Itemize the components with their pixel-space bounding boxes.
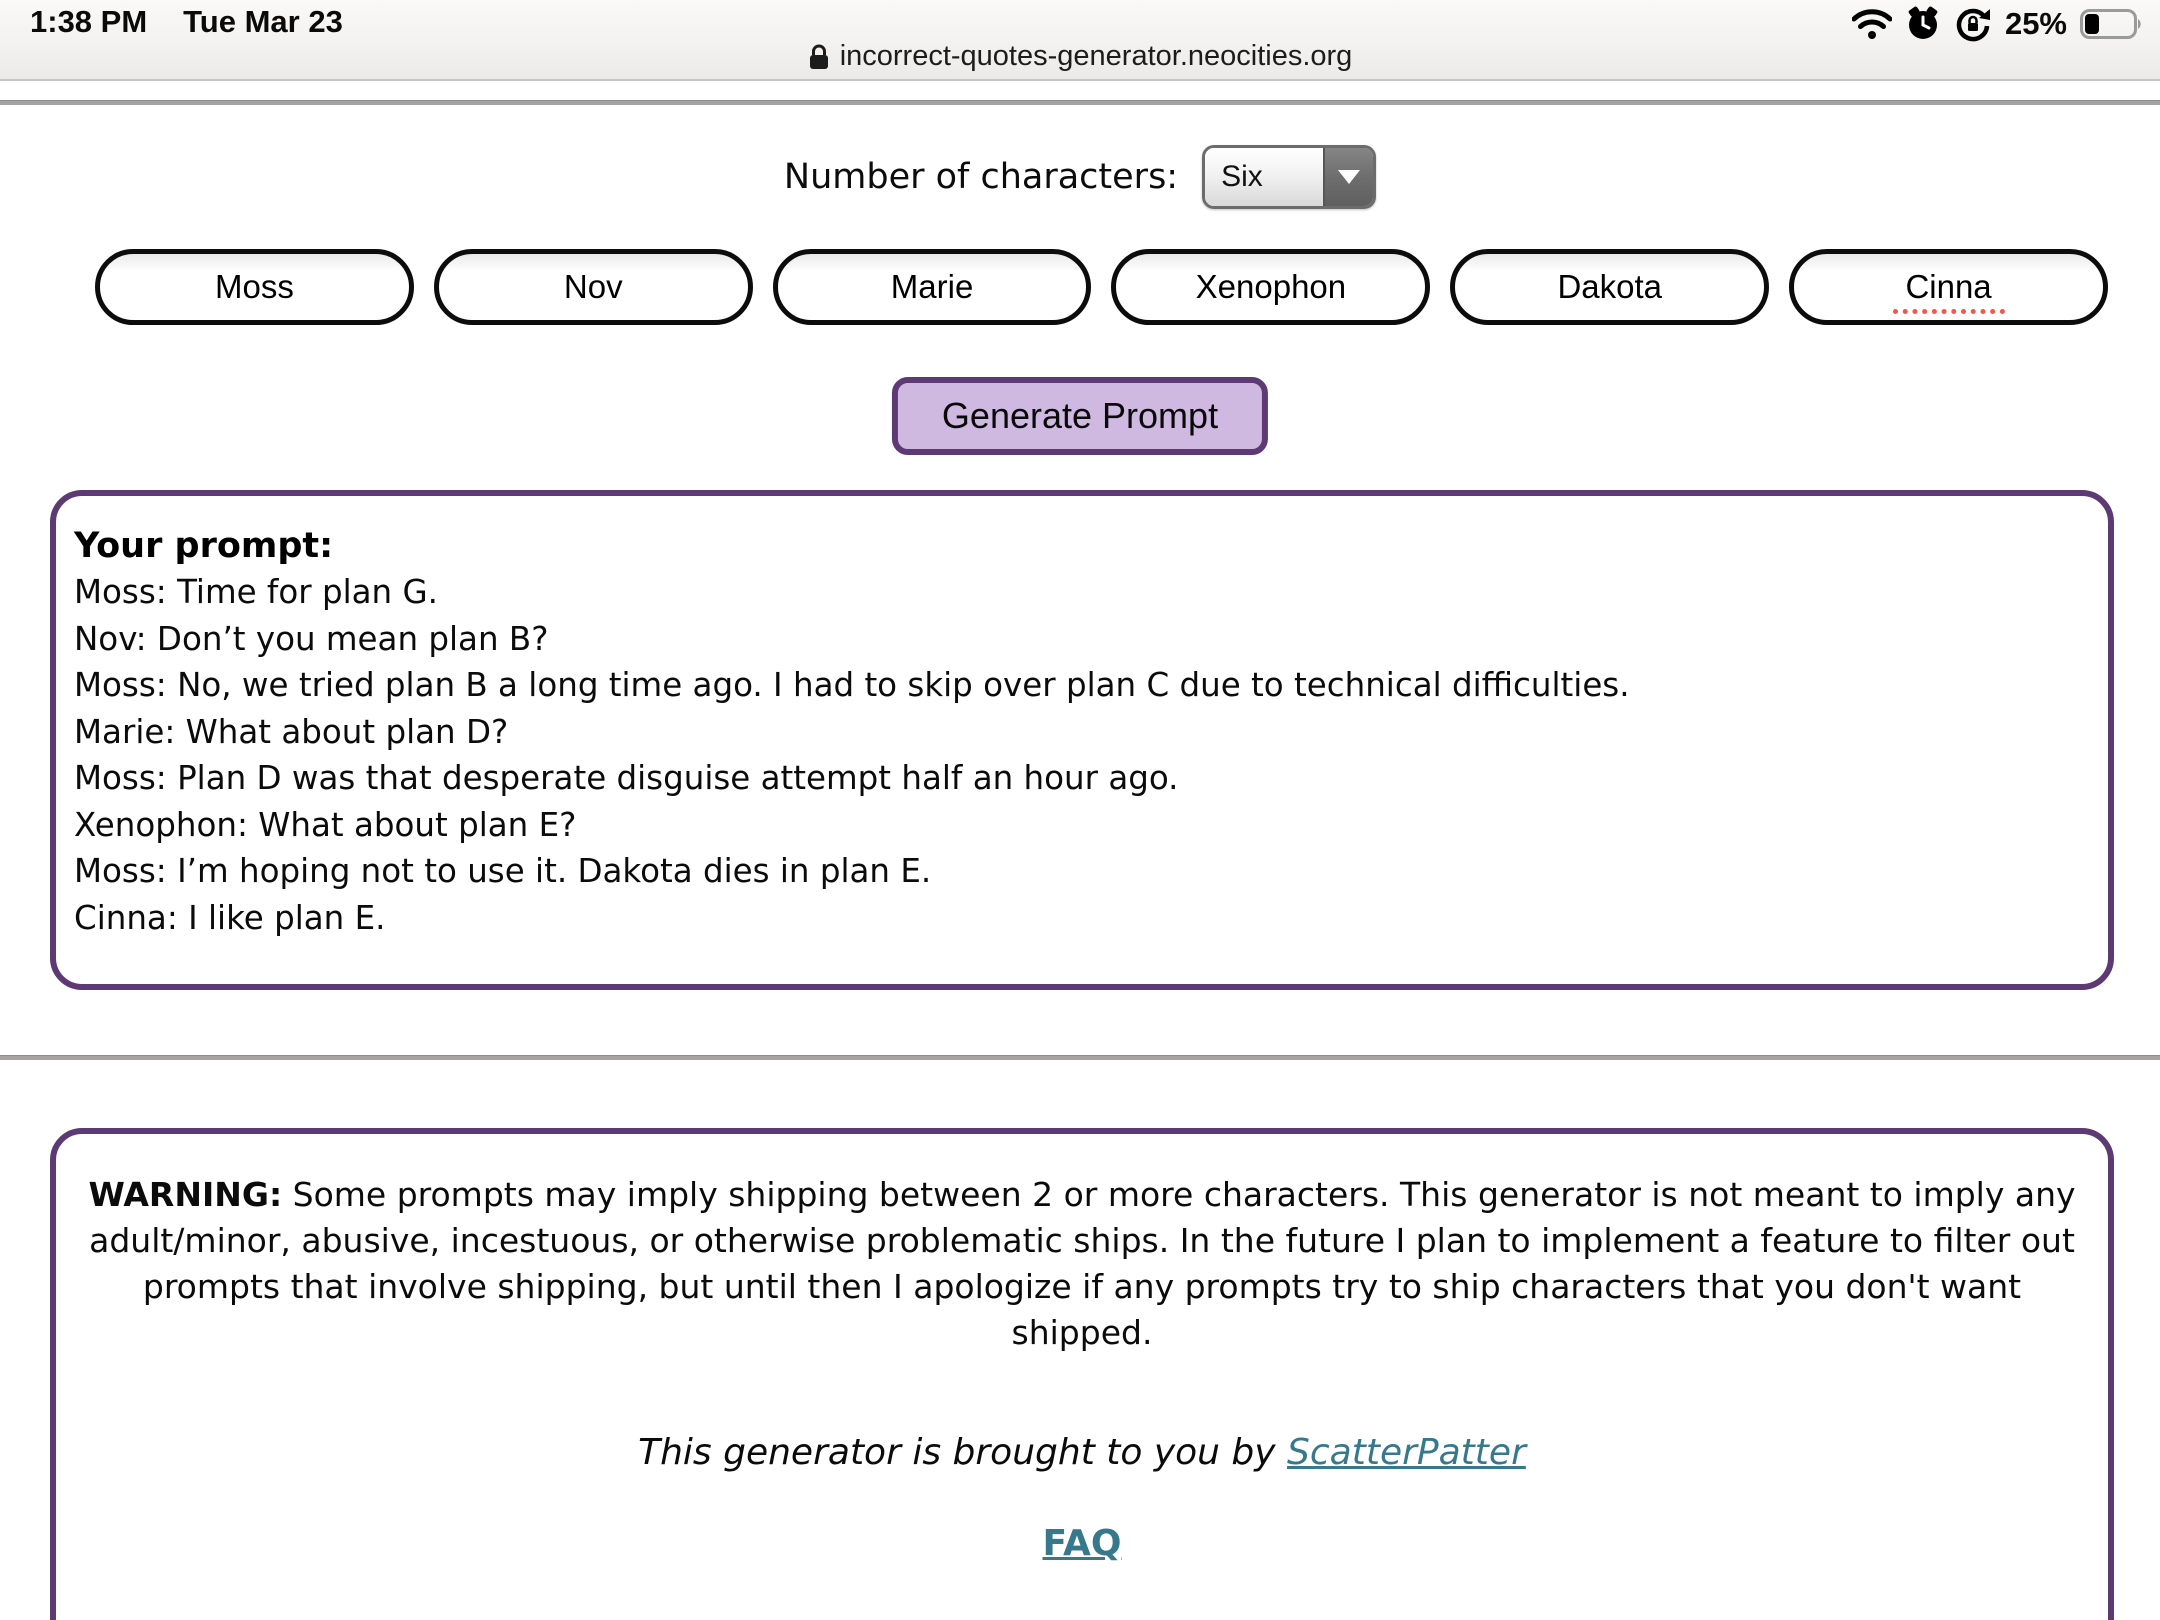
warning-box <box>50 1128 2114 1620</box>
character-count-label: Number of characters: <box>783 157 1179 197</box>
battery-icon <box>2080 9 2142 39</box>
credit-text: This generator is brought to you by <box>638 1432 1288 1473</box>
generate-prompt-button[interactable]: Generate Prompt <box>892 377 1268 455</box>
alarm-icon <box>1905 6 1941 42</box>
character-input-4[interactable] <box>1111 249 1430 325</box>
prompt-line: Marie: What about plan D? <box>74 712 509 751</box>
prompt-line: Moss: Time for plan G. <box>74 573 438 611</box>
top-divider <box>0 100 2160 105</box>
credit-line <box>56 1432 2108 1473</box>
prompt-output-box <box>50 490 2114 990</box>
character-input-1[interactable] <box>95 249 414 325</box>
chevron-down-icon <box>1338 170 1360 184</box>
character-inputs-row <box>95 249 2108 325</box>
status-bar <box>0 0 2160 81</box>
spellcheck-underline <box>1893 309 2005 314</box>
prompt-line: Moss: I’m hoping not to use it. Dakota dies in plan E. <box>74 852 932 890</box>
prompt-line: Moss: No, we tried plan B a long time ago. I had to skip over plan C due to technical difficulties. <box>74 666 1630 704</box>
wifi-icon <box>1852 9 1892 39</box>
clock: 1:38 PM <box>30 4 148 39</box>
warning-label: WARNING: <box>88 1175 283 1214</box>
orientation-lock-icon <box>1954 6 1992 42</box>
character-input-2[interactable] <box>434 249 753 325</box>
prompt-line: Nov: Don’t you mean plan B? <box>74 619 549 658</box>
select-arrow <box>1323 148 1373 206</box>
status-left <box>30 4 343 40</box>
scatterpatter-link[interactable]: ScatterPatter <box>1287 1432 1526 1473</box>
character-count-row <box>0 146 2160 208</box>
warning-body: Some prompts may imply shipping between 2 or more characters. This generator is not meant to imply any adult/minor, abusive, incestuous, or otherwise problematic ships. In the future I plan to implement a feature to filter out prompts that involve shipping, but until then I apologize if any prompts try to ship characters that you don't want shipped. <box>89 1175 2076 1352</box>
character-input-wrap <box>773 249 1092 325</box>
faq-line <box>56 1523 2108 1564</box>
lock-icon <box>808 43 830 71</box>
address-bar[interactable] <box>0 40 2160 73</box>
character-count-select[interactable] <box>1202 145 1376 209</box>
prompt-line: Cinna: I like plan E. <box>74 898 386 937</box>
battery-percent: 25% <box>2004 6 2067 41</box>
prompt-heading: Your prompt: <box>74 526 334 566</box>
prompt-line: Moss: Plan D was that desperate disguise attempt half an hour ago. <box>74 759 1179 797</box>
status-right <box>1852 6 2142 42</box>
character-input-wrap <box>1789 249 2108 325</box>
section-divider <box>0 1055 2160 1060</box>
character-input-wrap <box>1450 249 1769 325</box>
character-count-value: Six <box>1205 148 1323 206</box>
character-input-wrap <box>95 249 414 325</box>
character-input-wrap <box>1111 249 1430 325</box>
warning-text <box>82 1172 2082 1356</box>
faq-link[interactable]: FAQ <box>1042 1523 1122 1564</box>
url-text: incorrect-quotes-generator.neocities.org <box>839 40 1353 72</box>
character-input-3[interactable] <box>773 249 1092 325</box>
character-input-wrap <box>434 249 753 325</box>
character-input-5[interactable] <box>1450 249 1769 325</box>
prompt-line: Xenophon: What about plan E? <box>74 805 577 844</box>
date: Tue Mar 23 <box>183 4 343 39</box>
